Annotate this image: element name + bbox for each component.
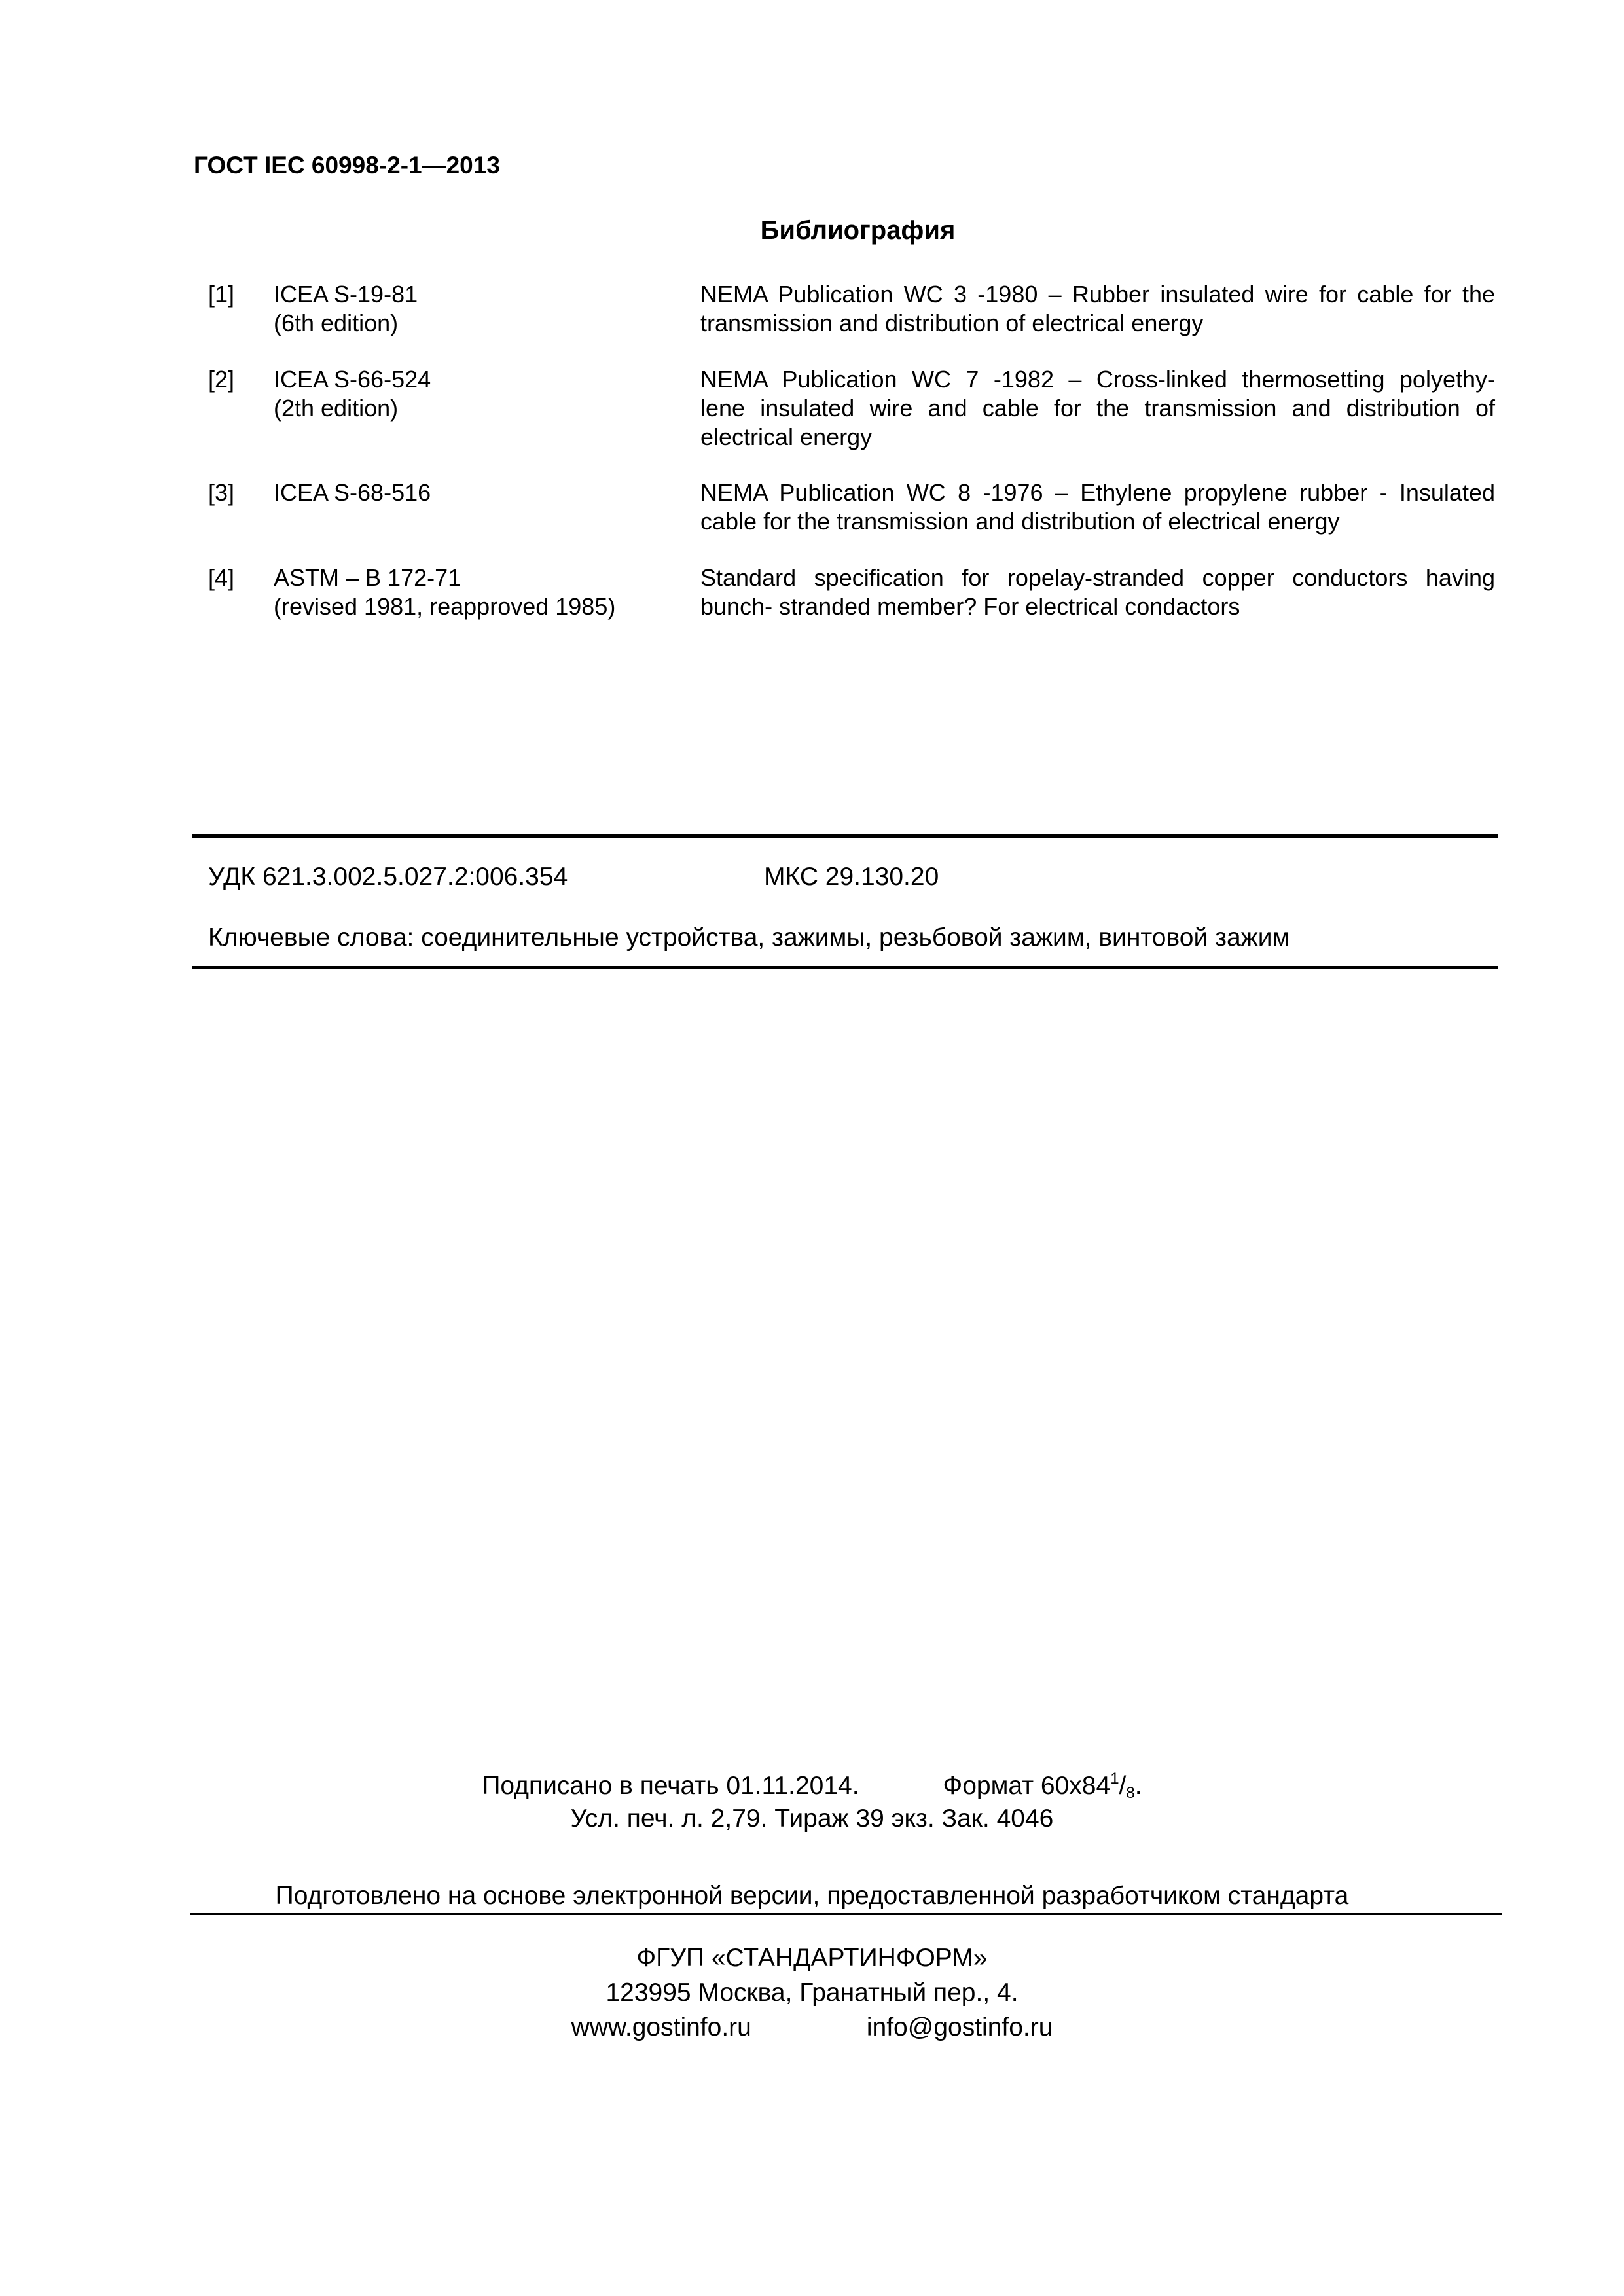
reference-code-line: (revised 1981, reapproved 1985) (274, 593, 616, 620)
reference-description (700, 365, 1495, 452)
bibliography-title: Библиография (760, 216, 956, 245)
reference-code-line: ICEA S-68-516 (274, 479, 431, 506)
bottom-divider (192, 966, 1498, 969)
reference-description-line: lene insulated wire and cable for the transmission and distribution of (700, 395, 1495, 422)
top-divider (192, 834, 1498, 838)
reference-code-line: ICEA S-19-81 (274, 281, 418, 308)
reference-description-line: NEMA Publication WC 3 -1980 – Rubber insulated wire for cable for the (700, 281, 1495, 308)
udk-code: УДК 621.3.002.5.027.2:006.354 (208, 863, 568, 891)
reference-code-line: ICEA S-66-524 (274, 366, 431, 393)
reference-description (700, 564, 1495, 621)
reference-description-line: Standard specification for ropelay-stranded copper conductors having (700, 564, 1495, 591)
reference-code (274, 564, 679, 621)
format-denominator: 8 (1126, 1784, 1135, 1802)
document-code: ГОСТ IEC 60998-2-1—2013 (194, 152, 500, 179)
reference-number: [4] (208, 564, 235, 591)
email-link[interactable]: info@gostinfo.ru (866, 2013, 1053, 2041)
website-link[interactable]: www.gostinfo.ru (571, 2013, 751, 2041)
reference-description-line: cable for the transmission and distribution of electrical energy (700, 508, 1340, 535)
publisher-name: ФГУП «СТАНДАРТИНФОРМ» (636, 1944, 988, 1972)
keywords: Ключевые слова: соединительные устройства, зажимы, резьбовой зажим, винтовой зажим (208, 924, 1290, 952)
reference-code (274, 280, 679, 338)
mks-code: МКС 29.130.20 (764, 863, 939, 891)
reference-number: [1] (208, 281, 235, 308)
publisher-address: 123995 Москва, Гранатный пер., 4. (605, 1979, 1019, 2007)
reference-description-line: bunch- stranded member? For electrical condactors (700, 593, 1240, 620)
reference-number: [3] (208, 479, 235, 506)
reference-code-line: (6th edition) (274, 310, 399, 336)
publisher-contacts (0, 2013, 1624, 2042)
reference-code-line: ASTM – B 172-71 (274, 564, 461, 591)
format-period: . (1134, 1772, 1142, 1800)
reference-description-line: NEMA Publication WC 8 -1976 – Ethylene propylene rubber - Insulated (700, 479, 1495, 506)
print-info: Усл. печ. л. 2,79. Тираж 39 экз. Зак. 4046 (570, 1804, 1054, 1833)
reference-number: [2] (208, 366, 235, 393)
reference-description-line: transmission and distribution of electrical energy (700, 310, 1204, 336)
reference-code (274, 365, 679, 423)
imprint-signed-line: Подписано в печать 01.11.2014. Формат $60х84^1/_8$. (482, 1770, 1142, 1802)
signed-date: Подписано в печать 01.11.2014. (482, 1772, 859, 1800)
format-numerator: 1 (1110, 1770, 1119, 1787)
reference-description (700, 478, 1495, 536)
reference-code-line: (2th edition) (274, 395, 399, 422)
reference-description-line: electrical energy (700, 423, 873, 450)
reference-description (700, 280, 1495, 338)
reference-code (274, 478, 679, 507)
format-label: Формат 60х84 (943, 1772, 1111, 1800)
prepared-note: Подготовлено на основе электронной версии, предоставленной разработчиком стандарта (275, 1882, 1349, 1910)
reference-description-line: NEMA Publication WC 7 -1982 – Cross-linked thermosetting polyethy- (700, 366, 1495, 393)
imprint-divider (190, 1913, 1502, 1915)
